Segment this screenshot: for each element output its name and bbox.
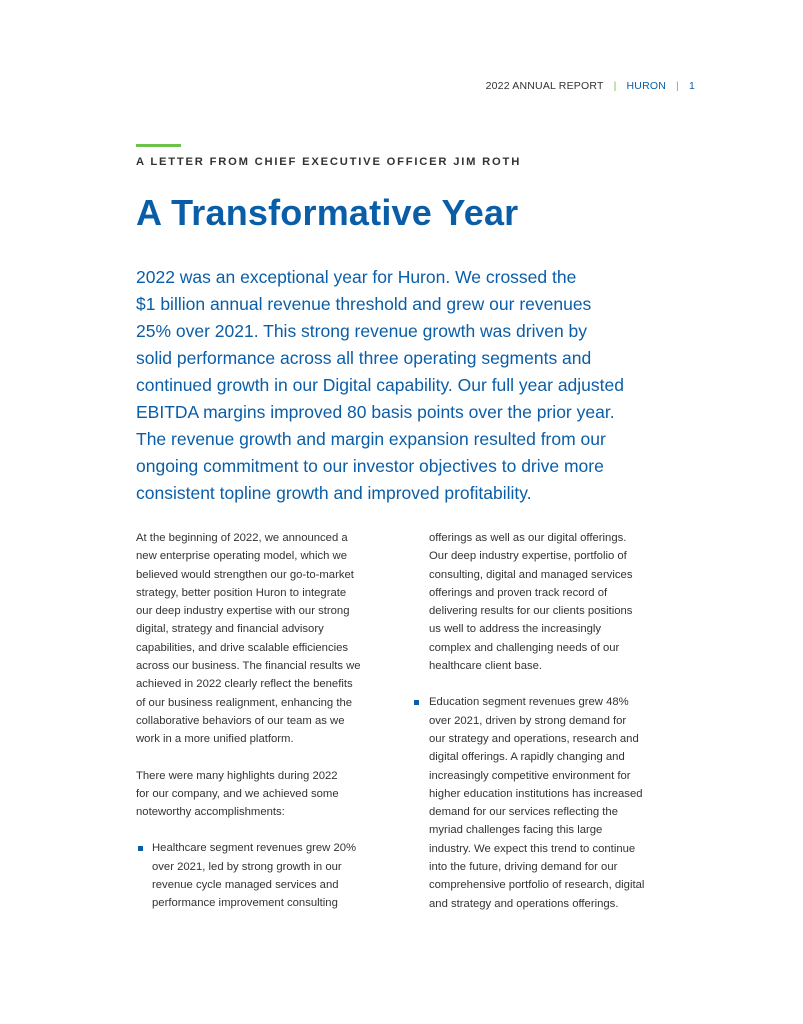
text-line: our deep industry expertise with our strong [136,605,350,618]
left-column [136,529,391,913]
lead-paragraph [136,264,676,507]
text-line: collaborative behaviors of our team as we [136,714,345,727]
accent-bar [136,144,181,147]
right-column [429,529,684,913]
header-divider: | [676,80,679,92]
text-line: myriad challenges facing this large [429,824,603,837]
lead-line: consistent topline growth and improved profitability. [136,483,532,503]
bullet-square-icon [138,846,143,851]
text-line: achieved in 2022 clearly reflect the benefits [136,678,353,691]
text-line: noteworthy accomplishments: [136,806,285,819]
text-line: healthcare client base. [429,660,543,673]
text-line: offerings and proven track record of [429,586,608,599]
text-line: revenue cycle managed services and [152,879,339,892]
bullet-square-icon [414,700,419,705]
text-line: At the beginning of 2022, we announced a [136,532,348,544]
text-line: Our deep industry expertise, portfolio of [429,550,627,563]
text-line: Healthcare segment revenues grew 20% [152,842,357,855]
text-line: consulting, digital and managed services [429,568,633,581]
text-line: capabilities, and drive scalable efficiencies [136,641,349,654]
text-line: offerings as well as our digital offerings. [429,532,627,544]
text-line: new enterprise operating model, which we [136,550,347,563]
text-line: our strategy and operations, research and [429,732,639,745]
text-line: us well to address the increasingly [429,623,602,636]
text-line: and strategy and operations offerings. [429,897,619,910]
text-line: for our company, and we achieved some [136,787,339,800]
lead-line: The revenue growth and margin expansion resulted from our [136,429,606,449]
text-line: work in a more unified platform. [136,733,294,746]
text-line: complex and challenging needs of our [429,641,620,654]
lead-line: 25% over 2021. This strong revenue growth was driven by [136,321,588,341]
body-paragraph [136,767,391,822]
brand-name: HURON [626,80,667,92]
lead-line: EBITDA margins improved 80 basis points over the prior year. [136,402,615,422]
text-line: over 2021, led by strong growth in our [152,860,342,873]
bullet-education [429,693,684,913]
text-line: comprehensive portfolio of research, digital [429,879,645,892]
text-line: higher education institutions has increased [429,787,643,800]
body-paragraph [136,529,391,749]
text-line: There were many highlights during 2022 [136,769,338,782]
text-line: performance improvement consulting [152,897,338,910]
bullet-healthcare-continued [429,529,684,675]
lead-line: $1 billion annual revenue threshold and grew our revenues [136,294,592,314]
page-number: 1 [688,80,695,92]
text-line: digital offerings. A rapidly changing and [429,751,625,764]
text-line: increasingly competitive environment for [429,769,631,782]
text-line: strategy, better position Huron to integrate [136,586,347,599]
text-line: digital, strategy and financial advisory [136,623,324,636]
lead-line: continued growth in our Digital capability. Our full year adjusted [136,375,624,395]
header-divider: | [613,80,617,92]
text-line: believed would strengthen our go-to-market [136,568,354,581]
page-title: A Transformative Year [136,192,519,233]
text-line: over 2021, driven by strong demand for [429,714,627,727]
lead-line: solid performance across all three operating segments and [136,348,592,368]
text-line: into the future, driving demand for our [429,861,618,874]
bullet-healthcare [136,839,391,912]
page-header [486,80,695,92]
text-line: industry. We expect this trend to continue [429,842,636,855]
text-line: demand for our services reflecting the [429,806,619,819]
lead-line: 2022 was an exceptional year for Huron. We crossed the [136,267,577,287]
text-line: of our business realignment, enhancing the [136,696,353,709]
text-line: delivering results for our clients positions [429,605,633,618]
report-label: 2022 ANNUAL REPORT [485,80,604,92]
text-line: Education segment revenues grew 48% [429,696,629,709]
letter-kicker: A LETTER FROM CHIEF EXECUTIVE OFFICER JIM ROTH [136,156,522,168]
lead-line: ongoing commitment to our investor objectives to drive more [136,456,604,476]
text-line: across our business. The financial results we [136,660,361,673]
